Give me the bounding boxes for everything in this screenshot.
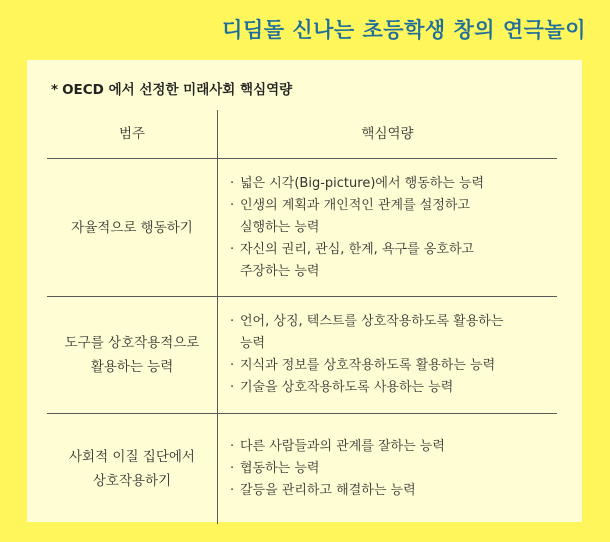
item-text: 다른 사람들과의 관계를 잘하는 능력 — [240, 439, 445, 454]
content-card — [27, 60, 582, 522]
table-row — [47, 414, 557, 524]
item-text: 언어, 상징, 텍스트를 상호작용하도록 활용하는 — [240, 314, 504, 329]
list-item — [230, 377, 557, 399]
item-text: 협동하는 능력 — [240, 461, 320, 476]
list-item — [230, 480, 557, 502]
list-item — [230, 195, 557, 217]
category-line: 자율적으로 행동하기 — [71, 219, 193, 236]
list-item — [230, 436, 557, 458]
bullet-dot: · — [230, 241, 235, 257]
list-item — [230, 173, 557, 195]
table-row — [47, 159, 557, 297]
list-item-continuation — [230, 333, 557, 355]
item-text: 갈등을 관리하고 해결하는 능력 — [240, 483, 416, 498]
category-cell — [47, 159, 218, 296]
item-text: 지식과 정보를 상호작용하도록 활용하는 능력 — [240, 358, 496, 373]
item-text: 실행하는 능력 — [240, 219, 320, 235]
item-text: 넓은 시각(Big-picture)에서 행동하는 능력 — [240, 175, 485, 191]
header-category: 범주 — [47, 110, 218, 158]
bullet-dot: · — [230, 380, 235, 395]
competency-cell — [218, 159, 557, 296]
item-text: 자신의 권리, 관심, 한계, 욕구를 옹호하고 — [240, 241, 474, 257]
table-header-row — [47, 110, 557, 159]
bullet-dot: · — [230, 439, 235, 454]
category-cell — [47, 297, 218, 413]
subtitle-text: OECD 에서 선정한 미래사회 핵심역량 — [62, 82, 293, 98]
competency-table — [47, 110, 557, 524]
category-line: 활용하는 능력 — [90, 359, 174, 375]
bullet-dot: · — [230, 483, 235, 498]
bullet-dot: · — [230, 175, 235, 191]
category-cell — [47, 414, 218, 524]
subtitle — [51, 78, 292, 98]
category-line: 상호작용하기 — [92, 473, 172, 489]
item-text: 인생의 계획과 개인적인 관계를 설정하고 — [240, 197, 471, 213]
list-item — [230, 355, 557, 377]
item-text: 기술을 상호작용하도록 사용하는 능력 — [240, 380, 454, 395]
bullet-dot: · — [230, 197, 235, 213]
table-row — [47, 297, 557, 414]
competency-cell — [218, 414, 557, 524]
bullet-dot: · — [230, 358, 235, 373]
item-text: 주장하는 능력 — [240, 263, 320, 279]
bullet-dot: · — [230, 461, 235, 476]
list-item — [230, 458, 557, 480]
item-text: 능력 — [240, 336, 266, 351]
list-item-continuation — [230, 261, 557, 283]
bullet-dot: · — [230, 314, 235, 329]
list-item-continuation — [230, 217, 557, 239]
competency-cell — [218, 297, 557, 413]
header-competency: 핵심역량 — [361, 126, 414, 142]
star-marker: * — [51, 82, 59, 98]
category-line: 사회적 이질 집단에서 — [69, 449, 195, 465]
list-item — [230, 239, 557, 261]
list-item — [230, 311, 557, 333]
category-line: 도구를 상호작용적으로 — [64, 335, 200, 351]
page-title: 디딤돌 신나는 초등학생 창의 연극놀이 — [222, 18, 586, 42]
